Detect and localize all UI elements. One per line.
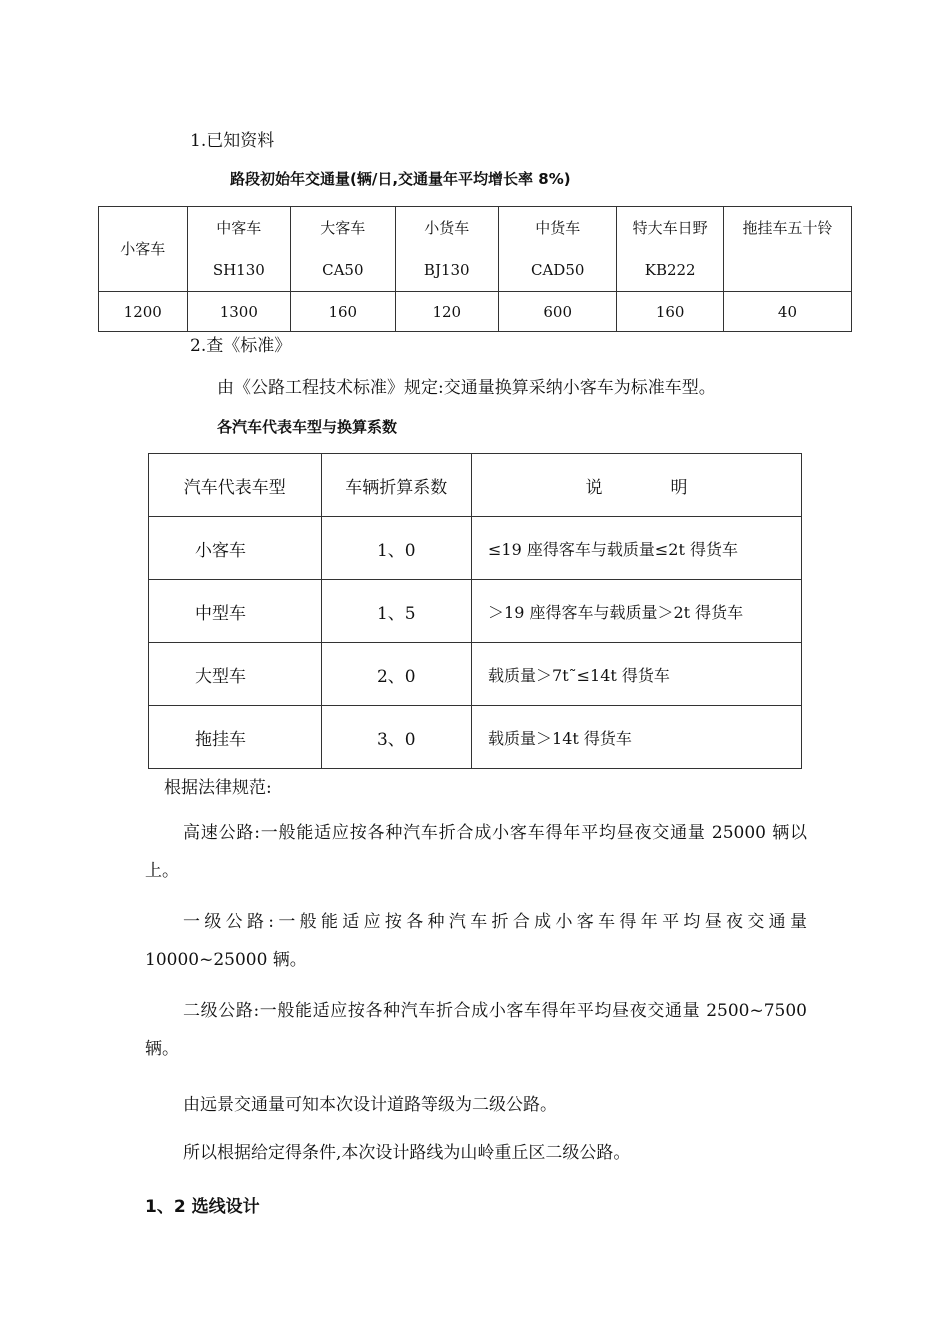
table-cell: 1200 [99, 292, 188, 332]
table-cell: 120 [395, 292, 498, 332]
table-cell: 160 [291, 292, 395, 332]
table-cell: 1、0 [321, 517, 471, 580]
table-header-cell: 小货车 BJ130 [395, 207, 498, 292]
table-cell: 小客车 [149, 517, 322, 580]
conversion-factor-table [148, 453, 802, 769]
table-row [149, 580, 802, 643]
table-row [149, 517, 802, 580]
section-heading-standard: 2.查《标准》 [190, 336, 292, 356]
table-header-cell: 中客车 SH130 [187, 207, 291, 292]
table-header-cell: 小客车 [99, 207, 188, 292]
paragraph-highway: 高速公路:一般能适应按各种汽车折合成小客车得年平均昼夜交通量 25000 辆以上。 [145, 823, 807, 881]
table-header-cell: 特大车日野 KB222 [617, 207, 724, 292]
table-cell: 拖挂车 [149, 706, 322, 769]
standard-text: 由《公路工程技术标准》规定:交通量换算采纳小客车为标准车型。 [217, 378, 716, 398]
table-row [149, 643, 802, 706]
table-row [99, 292, 852, 332]
table-row [149, 706, 802, 769]
table-cell: 40 [723, 292, 851, 332]
law-heading: 根据法律规范: [164, 778, 272, 798]
table-header-row [99, 207, 852, 292]
table-cell: 大型车 [149, 643, 322, 706]
table-header-cell: 拖挂车五十铃 [723, 207, 851, 292]
table-cell: 3、0 [321, 706, 471, 769]
table-cell: 载质量＞7t˜≤14t 得货车 [472, 643, 802, 706]
paragraph-class1: 一级公路:一般能适应按各种汽车折合成小客车得年平均昼夜交通量 10000~25000 辆。 [145, 912, 807, 970]
table-header-cell: 车辆折算系数 [321, 454, 471, 517]
paragraph-conclusion2: 所以根据给定得条件,本次设计路线为山岭重丘区二级公路。 [183, 1143, 631, 1163]
table-cell: 1300 [187, 292, 291, 332]
section-heading-known-data: 1.已知资料 [190, 131, 275, 151]
table-header-row [149, 454, 802, 517]
table-header-cell: 大客车 CA50 [291, 207, 395, 292]
table-cell: ＞19 座得客车与载质量＞2t 得货车 [472, 580, 802, 643]
table-cell: 1、5 [321, 580, 471, 643]
table-cell: 2、0 [321, 643, 471, 706]
paragraph-class2: 二级公路:一般能适应按各种汽车折合成小客车得年平均昼夜交通量 2500~7500 辆。 [145, 1001, 807, 1059]
section-heading-route-selection: 1、2 选线设计 [145, 1197, 260, 1217]
traffic-volume-table [98, 206, 852, 332]
table-cell: 中型车 [149, 580, 322, 643]
table2-caption: 各汽车代表车型与换算系数 [217, 418, 398, 436]
table-header-cell: 汽车代表车型 [149, 454, 322, 517]
table-cell: 160 [617, 292, 724, 332]
table-header-cell: 中货车 CAD50 [499, 207, 617, 292]
table-header-cell: 说 明 [472, 454, 802, 517]
table-cell: ≤19 座得客车与载质量≤2t 得货车 [472, 517, 802, 580]
paragraph-conclusion1: 由远景交通量可知本次设计道路等级为二级公路。 [183, 1095, 557, 1115]
table-cell: 600 [499, 292, 617, 332]
table1-caption: 路段初始年交通量(辆/日,交通量年平均增长率 8%) [230, 170, 571, 188]
table-cell: 载质量＞14t 得货车 [472, 706, 802, 769]
